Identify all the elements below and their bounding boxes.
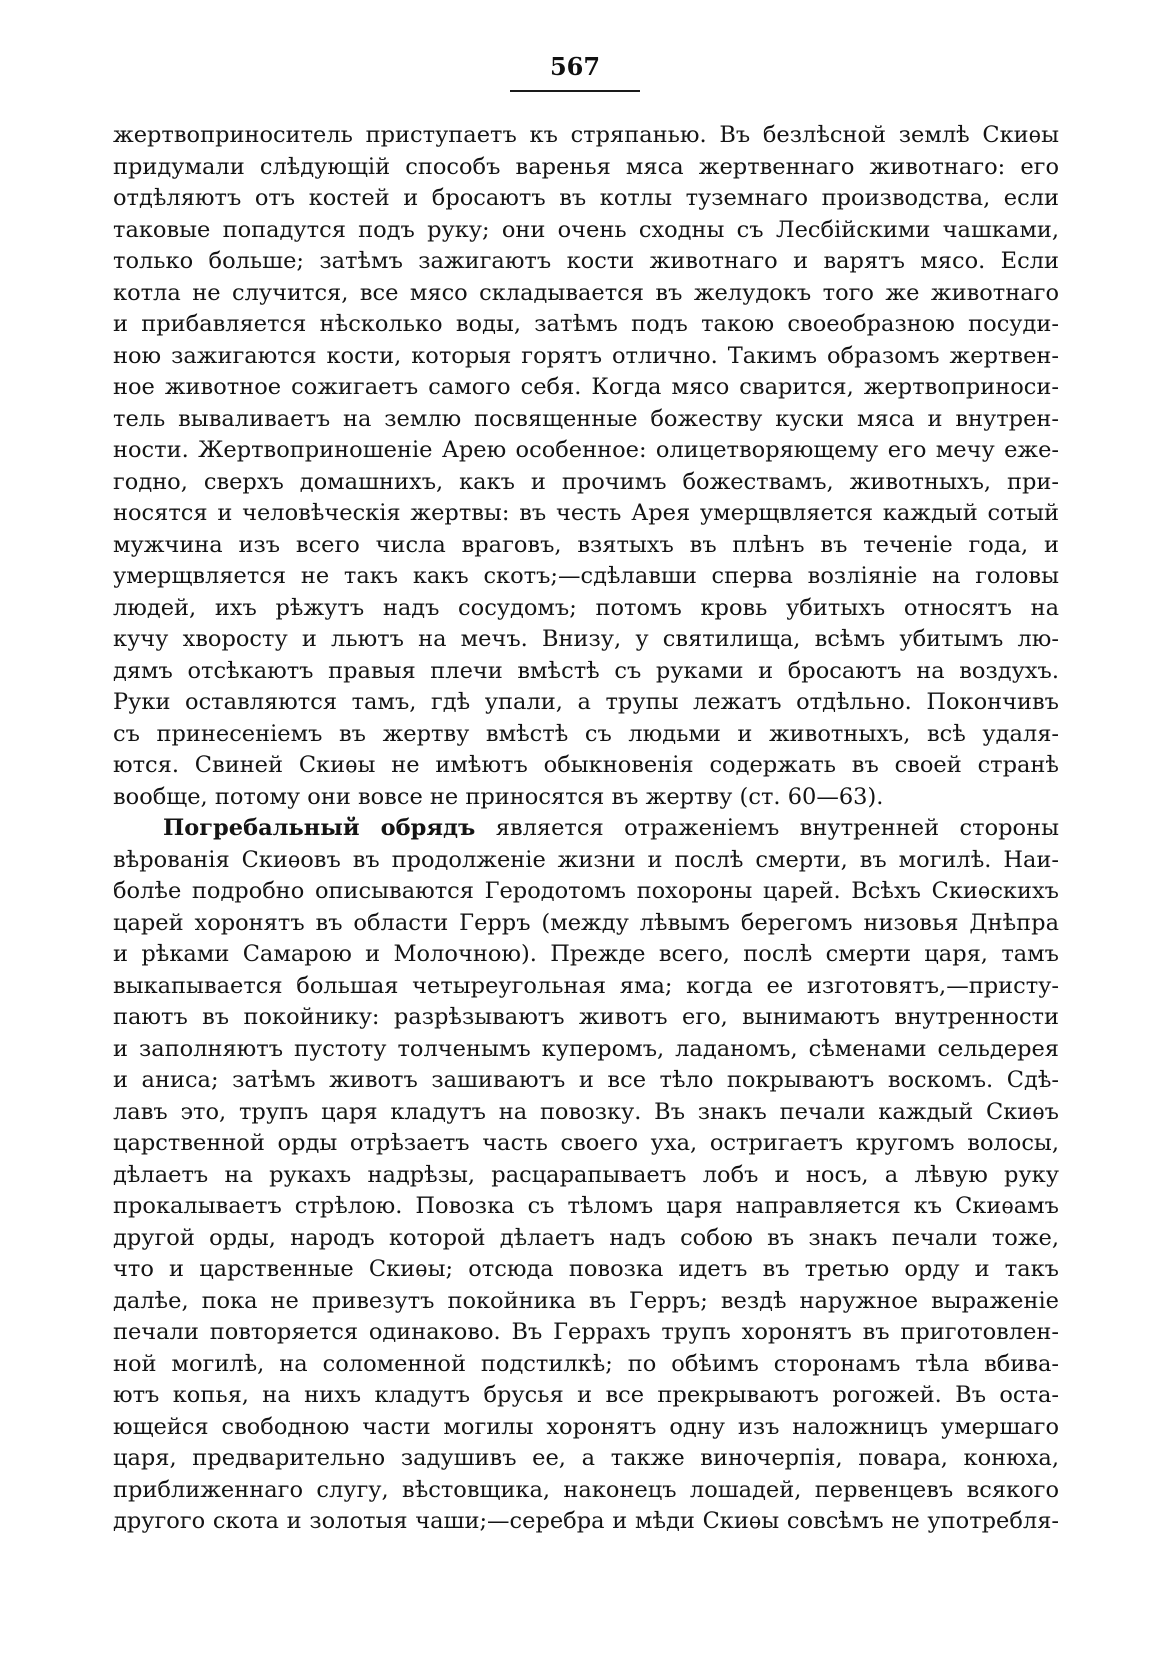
text-line: ютъ копья, на нихъ кладутъ брусья и все прекрываютъ рогожей. Въ оста- xyxy=(113,1382,1059,1408)
text-line: и аниса; затѣмъ животъ зашиваютъ и все тѣло покрываютъ воскомъ. Сдѣ- xyxy=(113,1067,1059,1093)
text-line: отдѣляютъ отъ костей и бросаютъ въ котлы туземнаго производства, если xyxy=(113,185,1059,211)
text-line: придумали слѣдующій способъ варенья мяса жертвеннаго животнаго: его xyxy=(113,153,1059,180)
text-line: и заполняютъ пустоту толченымъ куперомъ, ладаномъ, сѣменами сельдерея xyxy=(113,1035,1059,1062)
text-line: кучу хворосту и льютъ на мечъ. Внизу, у святилища, всѣмъ убитымъ лю- xyxy=(113,626,1059,652)
text-line: носятся и человѣческія жертвы: въ честь Арея умерщвляется каждый сотый xyxy=(113,500,1059,526)
text-line: вообще, потому они вовсе не приносятся въ жертву (ст. 60—63). xyxy=(113,783,884,810)
text-line: годно, сверхъ домашнихъ, какъ и прочимъ божествамъ, животныхъ, при- xyxy=(113,468,1059,495)
text-line: болѣе подробно описываются Геродотомъ похороны царей. Всѣхъ Скиѳскихъ xyxy=(113,878,1059,904)
text-line: ною зажигаются кости, которыя горятъ отлично. Такимъ образомъ жертвен- xyxy=(113,342,1059,369)
text-line: лавъ это, трупъ царя кладутъ на повозку. Въ знакъ печали каждый Скиѳъ xyxy=(113,1098,1059,1125)
text-line: прокалываетъ стрѣлою. Повозка съ тѣломъ царя направляется къ Скиѳамъ xyxy=(113,1193,1059,1219)
page-number: 567 xyxy=(549,52,601,81)
text-line: котла не случится, все мясо складывается въ желудокъ того же животнаго xyxy=(113,279,1059,306)
text-line: выкапывается большая четыреугольная яма; когда ее изготовятъ,—присту- xyxy=(113,972,1059,999)
text-line: царей хоронятъ въ области Герръ (между лѣвымъ берегомъ низовья Днѣпра xyxy=(113,909,1059,936)
paragraph-first-line xyxy=(113,813,1059,845)
text-line: только больше; затѣмъ зажигаютъ кости животнаго и варятъ мясо. Если xyxy=(113,248,1059,274)
text-line: таковые попадутся подъ руку; они очень сходны съ Лесбійскими чашками, xyxy=(113,216,1059,243)
text-line: съ принесеніемъ въ жертву вмѣстѣ съ людьми и животныхъ, всѣ удаля- xyxy=(113,720,1059,747)
body-text xyxy=(113,120,1059,1538)
text-line: мужчина изъ всего числа враговъ, взятыхъ въ плѣнъ въ теченіе года, и xyxy=(113,531,1059,558)
text-line: ются. Свиней Скиѳы не имѣютъ обыкновенія содержать въ своей странѣ xyxy=(113,752,1059,778)
text-line: Руки оставляются тамъ, гдѣ упали, а трупы лежатъ отдѣльно. Покончивъ xyxy=(113,689,1059,715)
text-line: другой орды, народъ которой дѣлаетъ надъ собою въ знакъ печали тоже, xyxy=(113,1224,1059,1251)
section-heading: Погребальный обрядъ xyxy=(163,815,476,841)
text-run: является отраженіемъ внутренней стороны xyxy=(475,815,1059,841)
text-line: и рѣками Самарою и Молочною). Прежде всего, послѣ смерти царя, тамъ xyxy=(113,941,1059,967)
text-line: дямъ отсѣкаютъ правыя плечи вмѣстѣ съ руками и бросаютъ на воздухъ. xyxy=(113,657,1059,684)
text-line: жертвоприноситель приступаетъ къ стряпанью. Въ безлѣсной землѣ Скиѳы xyxy=(113,122,1059,148)
paragraph-sacrifice xyxy=(113,120,1059,813)
text-line: ной могилѣ, на соломенной подстилкѣ; по обѣимъ сторонамъ тѣла вбива- xyxy=(113,1350,1059,1377)
text-line: тель вываливаетъ на землю посвященные божеству куски мяса и внутрен- xyxy=(113,405,1059,432)
text-line: приближеннаго слугу, вѣстовщика, наконецъ лошадей, первенцевъ всякого xyxy=(113,1476,1059,1503)
text-line: ющейся свободною части могилы хоронятъ одну изъ наложницъ умершаго xyxy=(113,1413,1059,1440)
text-line: другого скота и золотыя чаши;—серебра и мѣди Скиѳы совсѣмъ не употребля- xyxy=(113,1508,1059,1534)
text-line: дѣлаетъ на рукахъ надрѣзы, расцарапываетъ лобъ и носъ, а лѣвую руку xyxy=(113,1161,1059,1188)
page-header xyxy=(510,52,640,92)
text-line: далѣе, пока не привезутъ покойника въ Герръ; вездѣ наружное выраженіе xyxy=(113,1287,1059,1314)
text-line: умерщвляется не такъ какъ скотъ;—сдѣлавши сперва возліяніе на головы xyxy=(113,563,1059,589)
text-line: паютъ въ покойнику: разрѣзываютъ животъ его, вынимаютъ внутренности xyxy=(113,1004,1059,1030)
text-line: что и царственные Скиѳы; отсюда повозка идетъ въ третью орду и такъ xyxy=(113,1256,1059,1282)
header-rule xyxy=(510,90,640,92)
text-line: царственной орды отрѣзаетъ часть своего уха, остригаетъ кругомъ волосы, xyxy=(113,1130,1059,1156)
text-line: печали повторяется одинаково. Въ Геррахъ трупъ хоронятъ въ приготовлен- xyxy=(113,1319,1059,1345)
text-line: вѣрованія Скиѳовъ въ продолженіе жизни и послѣ смерти, въ могилѣ. Наи- xyxy=(113,846,1059,873)
text-line: ности. Жертвоприношеніе Арею особенное: олицетворяющему его мечу еже- xyxy=(113,437,1059,463)
text-line: ное животное сожигаетъ самого себя. Когда мясо сварится, жертвоприноси- xyxy=(113,374,1059,400)
text-line: людей, ихъ рѣжутъ надъ сосудомъ; потомъ кровь убитыхъ относятъ на xyxy=(113,594,1059,621)
text-line: и прибавляется нѣсколько воды, затѣмъ подъ такою своеобразною посуди- xyxy=(113,311,1059,337)
text-line: царя, предварительно задушивъ ее, а также виночерпія, повара, конюха, xyxy=(113,1445,1059,1471)
paragraph-burial-rite xyxy=(113,813,1059,1538)
